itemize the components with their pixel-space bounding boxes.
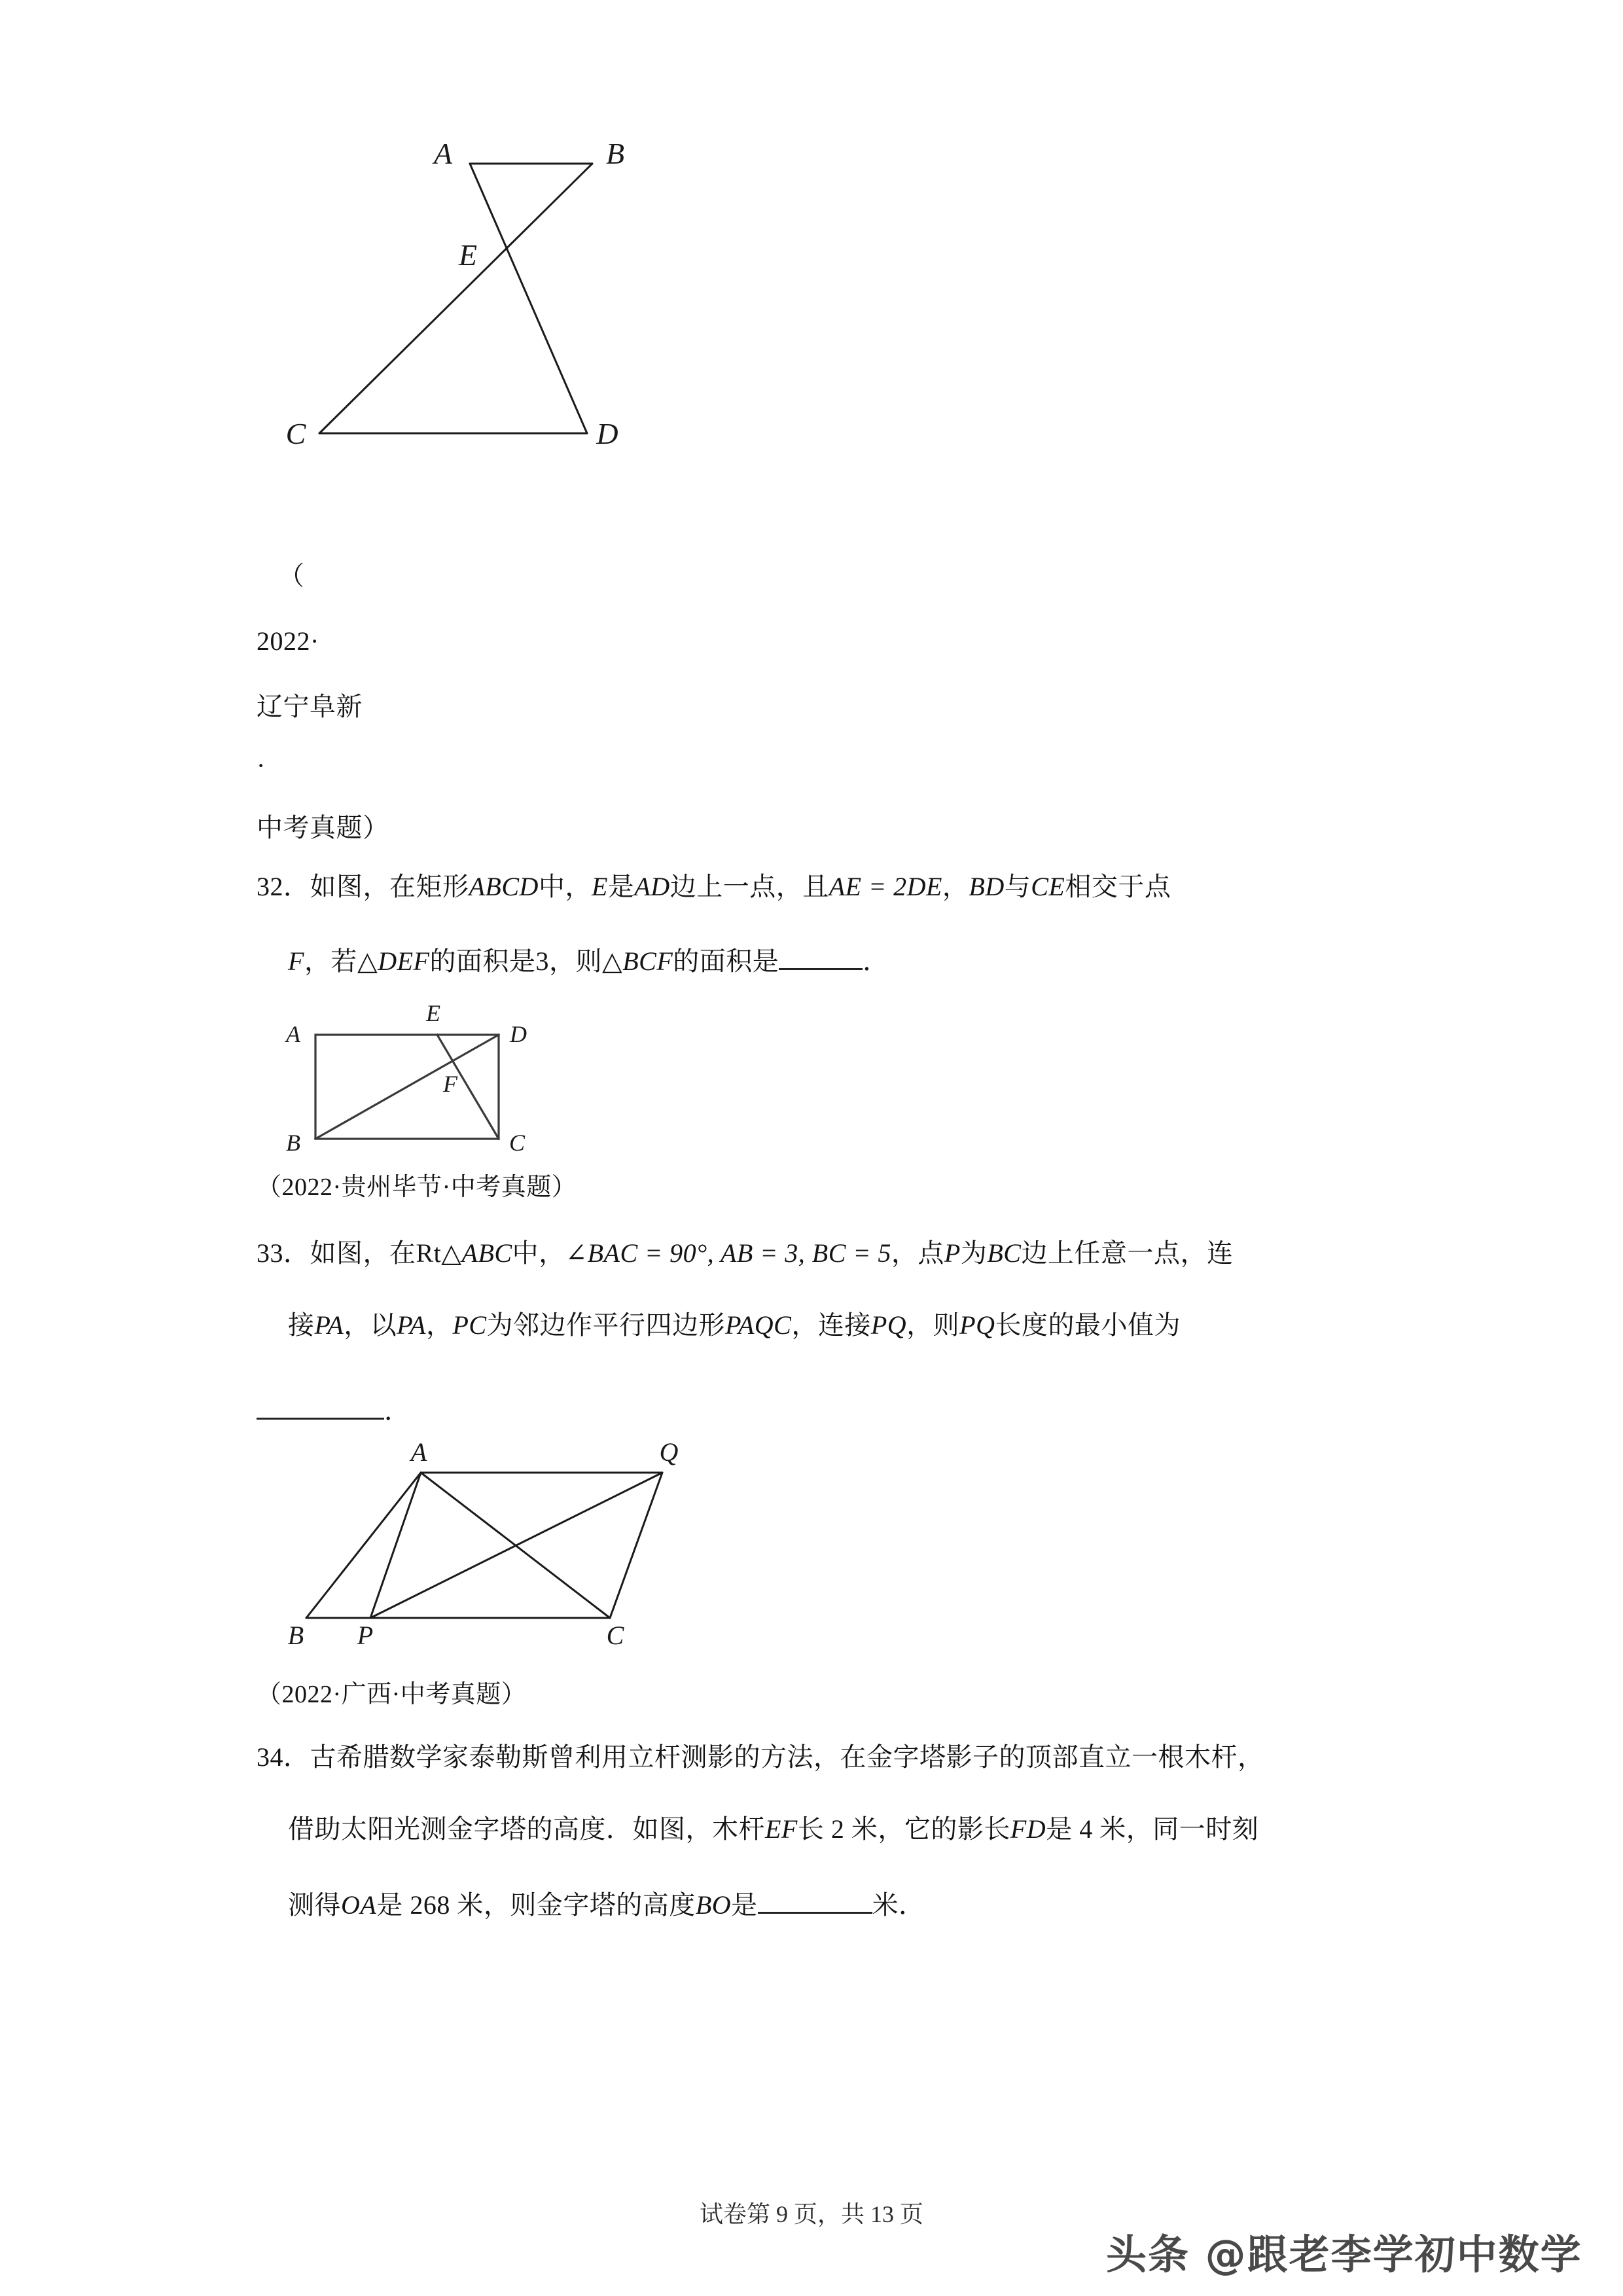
q33-text-8: 为邻边作平行四边形 bbox=[486, 1310, 726, 1340]
source-line-32: （2022·贵州毕节·中考真题） bbox=[257, 1174, 577, 1201]
q33-seg-pa-2: PA bbox=[397, 1310, 426, 1340]
q32-tri-bcf: △BCF bbox=[601, 946, 673, 976]
q32-var-ad: AD bbox=[634, 872, 670, 901]
figure-label-P: P bbox=[357, 1621, 374, 1650]
figure-label-D: D bbox=[510, 1021, 527, 1047]
q33-seg-pa-1: PA bbox=[314, 1310, 344, 1340]
figure-label-E: E bbox=[458, 238, 478, 272]
figure-label-D: D bbox=[596, 417, 618, 450]
question-32-line-2 bbox=[288, 944, 889, 975]
q33-answer-blank[interactable] bbox=[257, 1394, 384, 1420]
q33-var-p: P bbox=[944, 1238, 961, 1268]
q32-comma-1: ， bbox=[942, 872, 969, 901]
q33-text-3: 点 bbox=[918, 1238, 944, 1268]
source-line-year: 2022· bbox=[257, 626, 319, 656]
question-34-line-1 bbox=[257, 1744, 1264, 1770]
q32-period: ． bbox=[863, 946, 889, 976]
q33-text-10: ，则 bbox=[906, 1310, 960, 1340]
q34-text-1: 古希腊数学家泰勒斯曾利用立杆测影的方法，在金字塔影子的顶部直立一根木杆， bbox=[310, 1742, 1264, 1772]
q32-text-1: 如图，在矩形 bbox=[310, 872, 469, 901]
source-line-exam: 中考真题） bbox=[257, 813, 389, 842]
q33-tri-abc: △ABC bbox=[441, 1238, 512, 1268]
figure-label-C: C bbox=[508, 1130, 526, 1156]
q33-given-values: ∠BAC = 90°, AB = 3, BC = 5 bbox=[565, 1238, 891, 1268]
q34-seg-fd: FD bbox=[1010, 1814, 1046, 1844]
q33-text-4: 为 bbox=[960, 1238, 988, 1268]
q32-text-6: 相交于点 bbox=[1065, 872, 1171, 901]
q32-number: 32． bbox=[257, 872, 310, 901]
q34-text-7: 是 bbox=[731, 1890, 758, 1920]
figure-label-F: F bbox=[443, 1071, 457, 1097]
figure-label-E: E bbox=[426, 1000, 440, 1026]
q33-seg-pq-2: PQ bbox=[959, 1310, 995, 1340]
figure-label-B: B bbox=[287, 1621, 304, 1650]
q33-comma-1: ， bbox=[891, 1238, 918, 1268]
q33-text-5: 边上任意一点，连 bbox=[1021, 1238, 1234, 1268]
source-line-dot: · bbox=[257, 751, 266, 780]
question-33-line-1 bbox=[257, 1240, 1233, 1266]
figure-label-Q: Q bbox=[659, 1437, 679, 1467]
q34-text-4: 是 4 米，同一时刻 bbox=[1046, 1814, 1259, 1844]
q34-text-3: 长 2 米，它的影长 bbox=[797, 1814, 1010, 1844]
q34-seg-ef: EF bbox=[765, 1814, 798, 1844]
q33-var-bc: BC bbox=[987, 1238, 1022, 1268]
q32-eq-ae: AE = 2DE bbox=[829, 872, 942, 901]
figure-label-A: A bbox=[433, 137, 453, 170]
figure-label-A: A bbox=[410, 1437, 427, 1467]
q34-seg-oa: OA bbox=[341, 1890, 377, 1920]
q34-text-5: 测得 bbox=[288, 1890, 341, 1920]
page-footer: 试卷第 9 页，共 13 页 bbox=[699, 2201, 923, 2227]
q33-text-1: 如图，在Rt bbox=[310, 1238, 442, 1268]
q33-seg-pc: PC bbox=[452, 1310, 487, 1340]
watermark-text: 头条 @跟老李学初中数学 bbox=[1106, 2231, 1582, 2278]
question-33-line-2 bbox=[288, 1312, 1181, 1338]
q33-number: 33． bbox=[257, 1238, 310, 1268]
question-34-line-3 bbox=[288, 1888, 925, 1918]
q33-text-7: ，以 bbox=[344, 1310, 397, 1340]
q32-answer-blank[interactable] bbox=[779, 944, 863, 970]
q32-text-2: 中， bbox=[538, 872, 592, 901]
q33-text-9: ，连接 bbox=[791, 1310, 871, 1340]
figure-label-B: B bbox=[605, 137, 625, 170]
q33-paqc: PAQC bbox=[725, 1310, 792, 1340]
q34-unit-period: 米． bbox=[872, 1890, 925, 1920]
question-32-line-1 bbox=[257, 874, 1171, 900]
q32-var-abcd: ABCD bbox=[469, 872, 539, 901]
q33-text-6: 接 bbox=[288, 1310, 315, 1340]
q33-seg-pq-1: PQ bbox=[870, 1310, 907, 1340]
q34-seg-bo: BO bbox=[695, 1890, 732, 1920]
q32-text-3: 是 bbox=[607, 872, 635, 901]
figure-rectangle-abcd bbox=[262, 995, 563, 1158]
figure-label-C: C bbox=[285, 417, 306, 450]
q32-text-4: 边上一点，且 bbox=[669, 872, 829, 901]
q32-text-9: 的面积是 bbox=[673, 946, 779, 976]
q33-period: ． bbox=[384, 1396, 411, 1426]
source-line-region: 辽宁阜新 bbox=[257, 692, 363, 721]
q32-var-e: E bbox=[591, 872, 608, 901]
q33-text-11: 长度的最小值为 bbox=[995, 1310, 1181, 1340]
figure-triangle-abecd bbox=[262, 98, 668, 450]
source-line-paren-open: （ bbox=[278, 561, 305, 590]
source-line-33: （2022·广西·中考真题） bbox=[257, 1681, 527, 1708]
q33-text-2: 中， bbox=[512, 1238, 565, 1268]
q34-number: 34． bbox=[257, 1742, 310, 1772]
q32-tri-def: △DEF bbox=[357, 946, 430, 976]
q32-var-bd: BD bbox=[969, 872, 1005, 901]
question-34-line-2 bbox=[288, 1816, 1258, 1842]
q34-text-2: 借助太阳光测金字塔的高度．如图，木杆 bbox=[288, 1814, 765, 1844]
q34-text-6: 是 268 米，则金字塔的高度 bbox=[376, 1890, 696, 1920]
figure-label-B: B bbox=[286, 1130, 300, 1156]
figure-label-A: A bbox=[286, 1021, 300, 1047]
q32-text-8: 的面积是3，则 bbox=[429, 946, 602, 976]
q32-var-f: F bbox=[288, 946, 304, 976]
q32-text-5: 与 bbox=[1004, 872, 1031, 901]
figure-label-C: C bbox=[606, 1621, 624, 1650]
q33-comma-2: ， bbox=[425, 1310, 453, 1340]
figure-parallelogram-paqc bbox=[262, 1433, 694, 1662]
q34-answer-blank[interactable] bbox=[758, 1888, 872, 1914]
q32-var-ce: CE bbox=[1031, 872, 1065, 901]
question-33-line-3 bbox=[257, 1394, 411, 1424]
q32-text-7: ，若 bbox=[304, 946, 357, 976]
